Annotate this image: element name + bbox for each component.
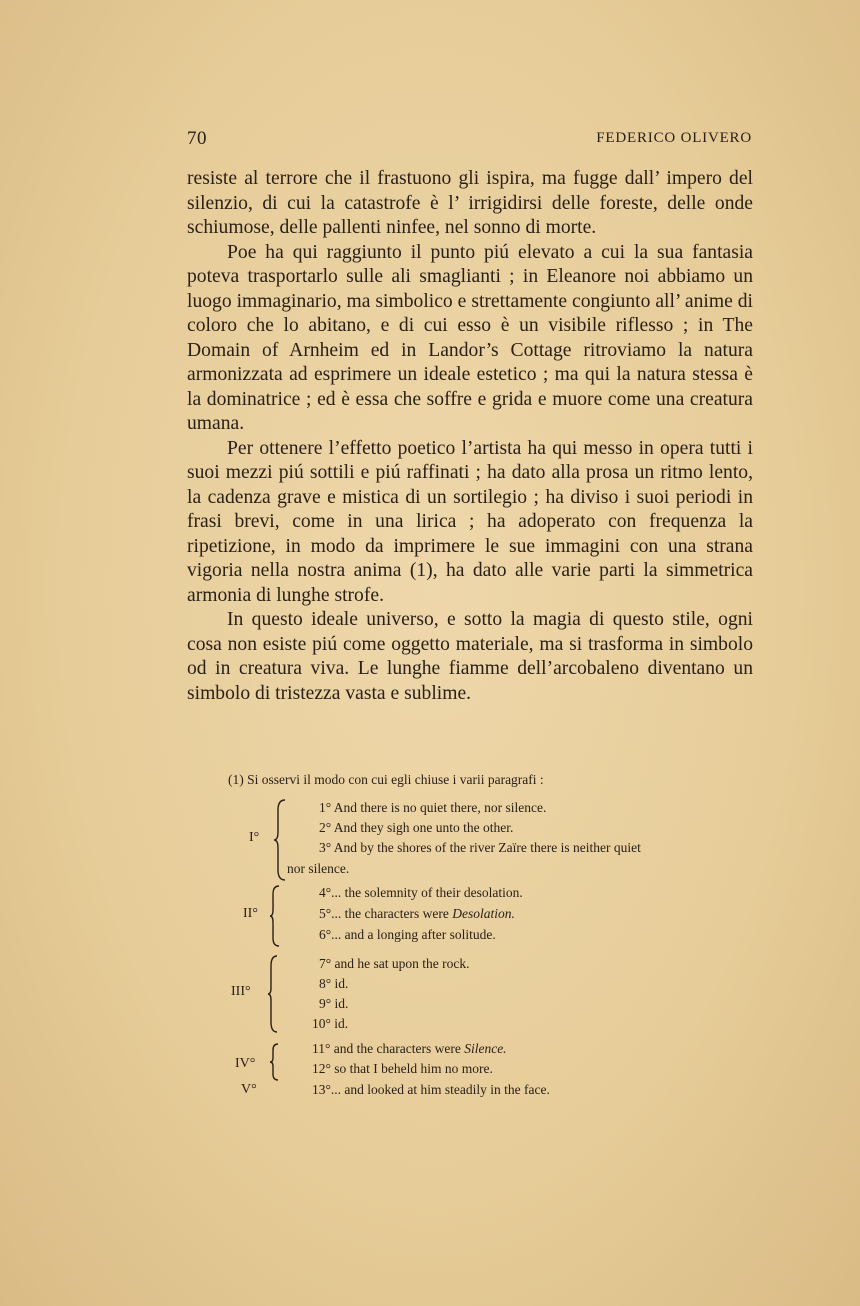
paragraph-2: Poe ha qui raggiunto il punto piú elevato a cui la sua fantasia poteva trasportarlo sulle ali smaglianti ; in Eleanore noi abbiamo un luogo immaginario, ma simbolico e strettamente congiunto all’ anime di coloro che lo abitano, e di cui esso è un visibile riflesso ; in The Domain of Arnheim ed in Landor’s Cottage ritroviamo la natura armonizzata ad esprimere un ideale estetico ; ma qui la natura stessa è la dominatrice ; ed è essa che soffre e grida e muore come una creatura umana. (187, 241, 753, 434)
paragraph-3: Per ottenere l’effetto poetico l’artista ha qui messo in opera tutti i suoi mezzi piú sottili e piú raffinati ; ha dato alla prosa un ritmo lento, la cadenza grave e mistica di un sortilegio ; ha diviso i suoi periodi in frasi brevi, come in una lirica ; ha adoperato con frequenza la ripetizione, in modo da imprimere le sue immagini con una strana vigoria nella nostra anima (1), ha dato alle varie parti la simmetrica armonia di lunghe strofe. (187, 437, 753, 606)
group-label-v: V° (241, 1082, 257, 1097)
footnote-line-2: 2° And they sigh one unto the other. (319, 820, 514, 835)
footnote-line-1: 1° And there is no quiet there, nor silence. (319, 800, 547, 815)
footnote-line-5: 5°... the characters were Desolation. (319, 906, 515, 921)
footnote-line-7: 7° and he sat upon the rock. (319, 956, 470, 971)
footnote-line-11: 11° and the characters were Silence. (312, 1041, 507, 1056)
brace-group-iii (267, 954, 281, 1034)
paragraph-4: In questo ideale universo, e sotto la magia di questo stile, ogni cosa non esiste piú come oggetto materiale, ma si trasforma in simbolo od in creatura viva. Le lunghe fiamme dell’arcobaleno diventano un simbolo di tristezza vasta e sublime. (187, 609, 753, 704)
brace-group-ii (269, 884, 283, 948)
group-label-i: I° (249, 830, 260, 845)
group-label-ii: II° (243, 906, 258, 921)
footnote-line-10: 10° id. (312, 1016, 349, 1031)
group-label-iii: III° (231, 984, 251, 999)
body-text (187, 167, 753, 706)
footnote-line-4: 4°... the solemnity of their desolation. (319, 885, 523, 900)
footnote-line-3: 3° And by the shores of the river Zaïre there is neither quiet (319, 840, 641, 855)
footnote-line-8: 8° id. (319, 976, 349, 991)
page-number: 70 (187, 128, 207, 149)
footnote-line-9: 9° id. (319, 996, 349, 1011)
running-header (187, 128, 752, 152)
footnote-line-3-continuation: nor silence. (287, 861, 350, 876)
paragraph-1: resiste al terrore che il frastuono gli ispira, ma fugge dall’ impero del silenzio, di cui la catastrofe è l’ irrigidirsi delle foreste, delle onde schiumose, delle pallenti ninfee, nel sonno di morte. (187, 168, 753, 238)
footnote-line-13: 13°... and looked at him steadily in the face. (312, 1082, 550, 1097)
footnote-intro: (1) Si osservi il modo con cui egli chiuse i varii paragrafi : (228, 772, 544, 787)
group-label-iv: IV° (235, 1056, 256, 1071)
brace-group-iv (269, 1042, 281, 1082)
footnote-line-12: 12° so that I beheld him no more. (312, 1061, 493, 1076)
running-head-author: FEDERICO OLIVERO (596, 130, 752, 146)
footnote-line-6: 6°... and a longing after solitude. (319, 927, 496, 942)
